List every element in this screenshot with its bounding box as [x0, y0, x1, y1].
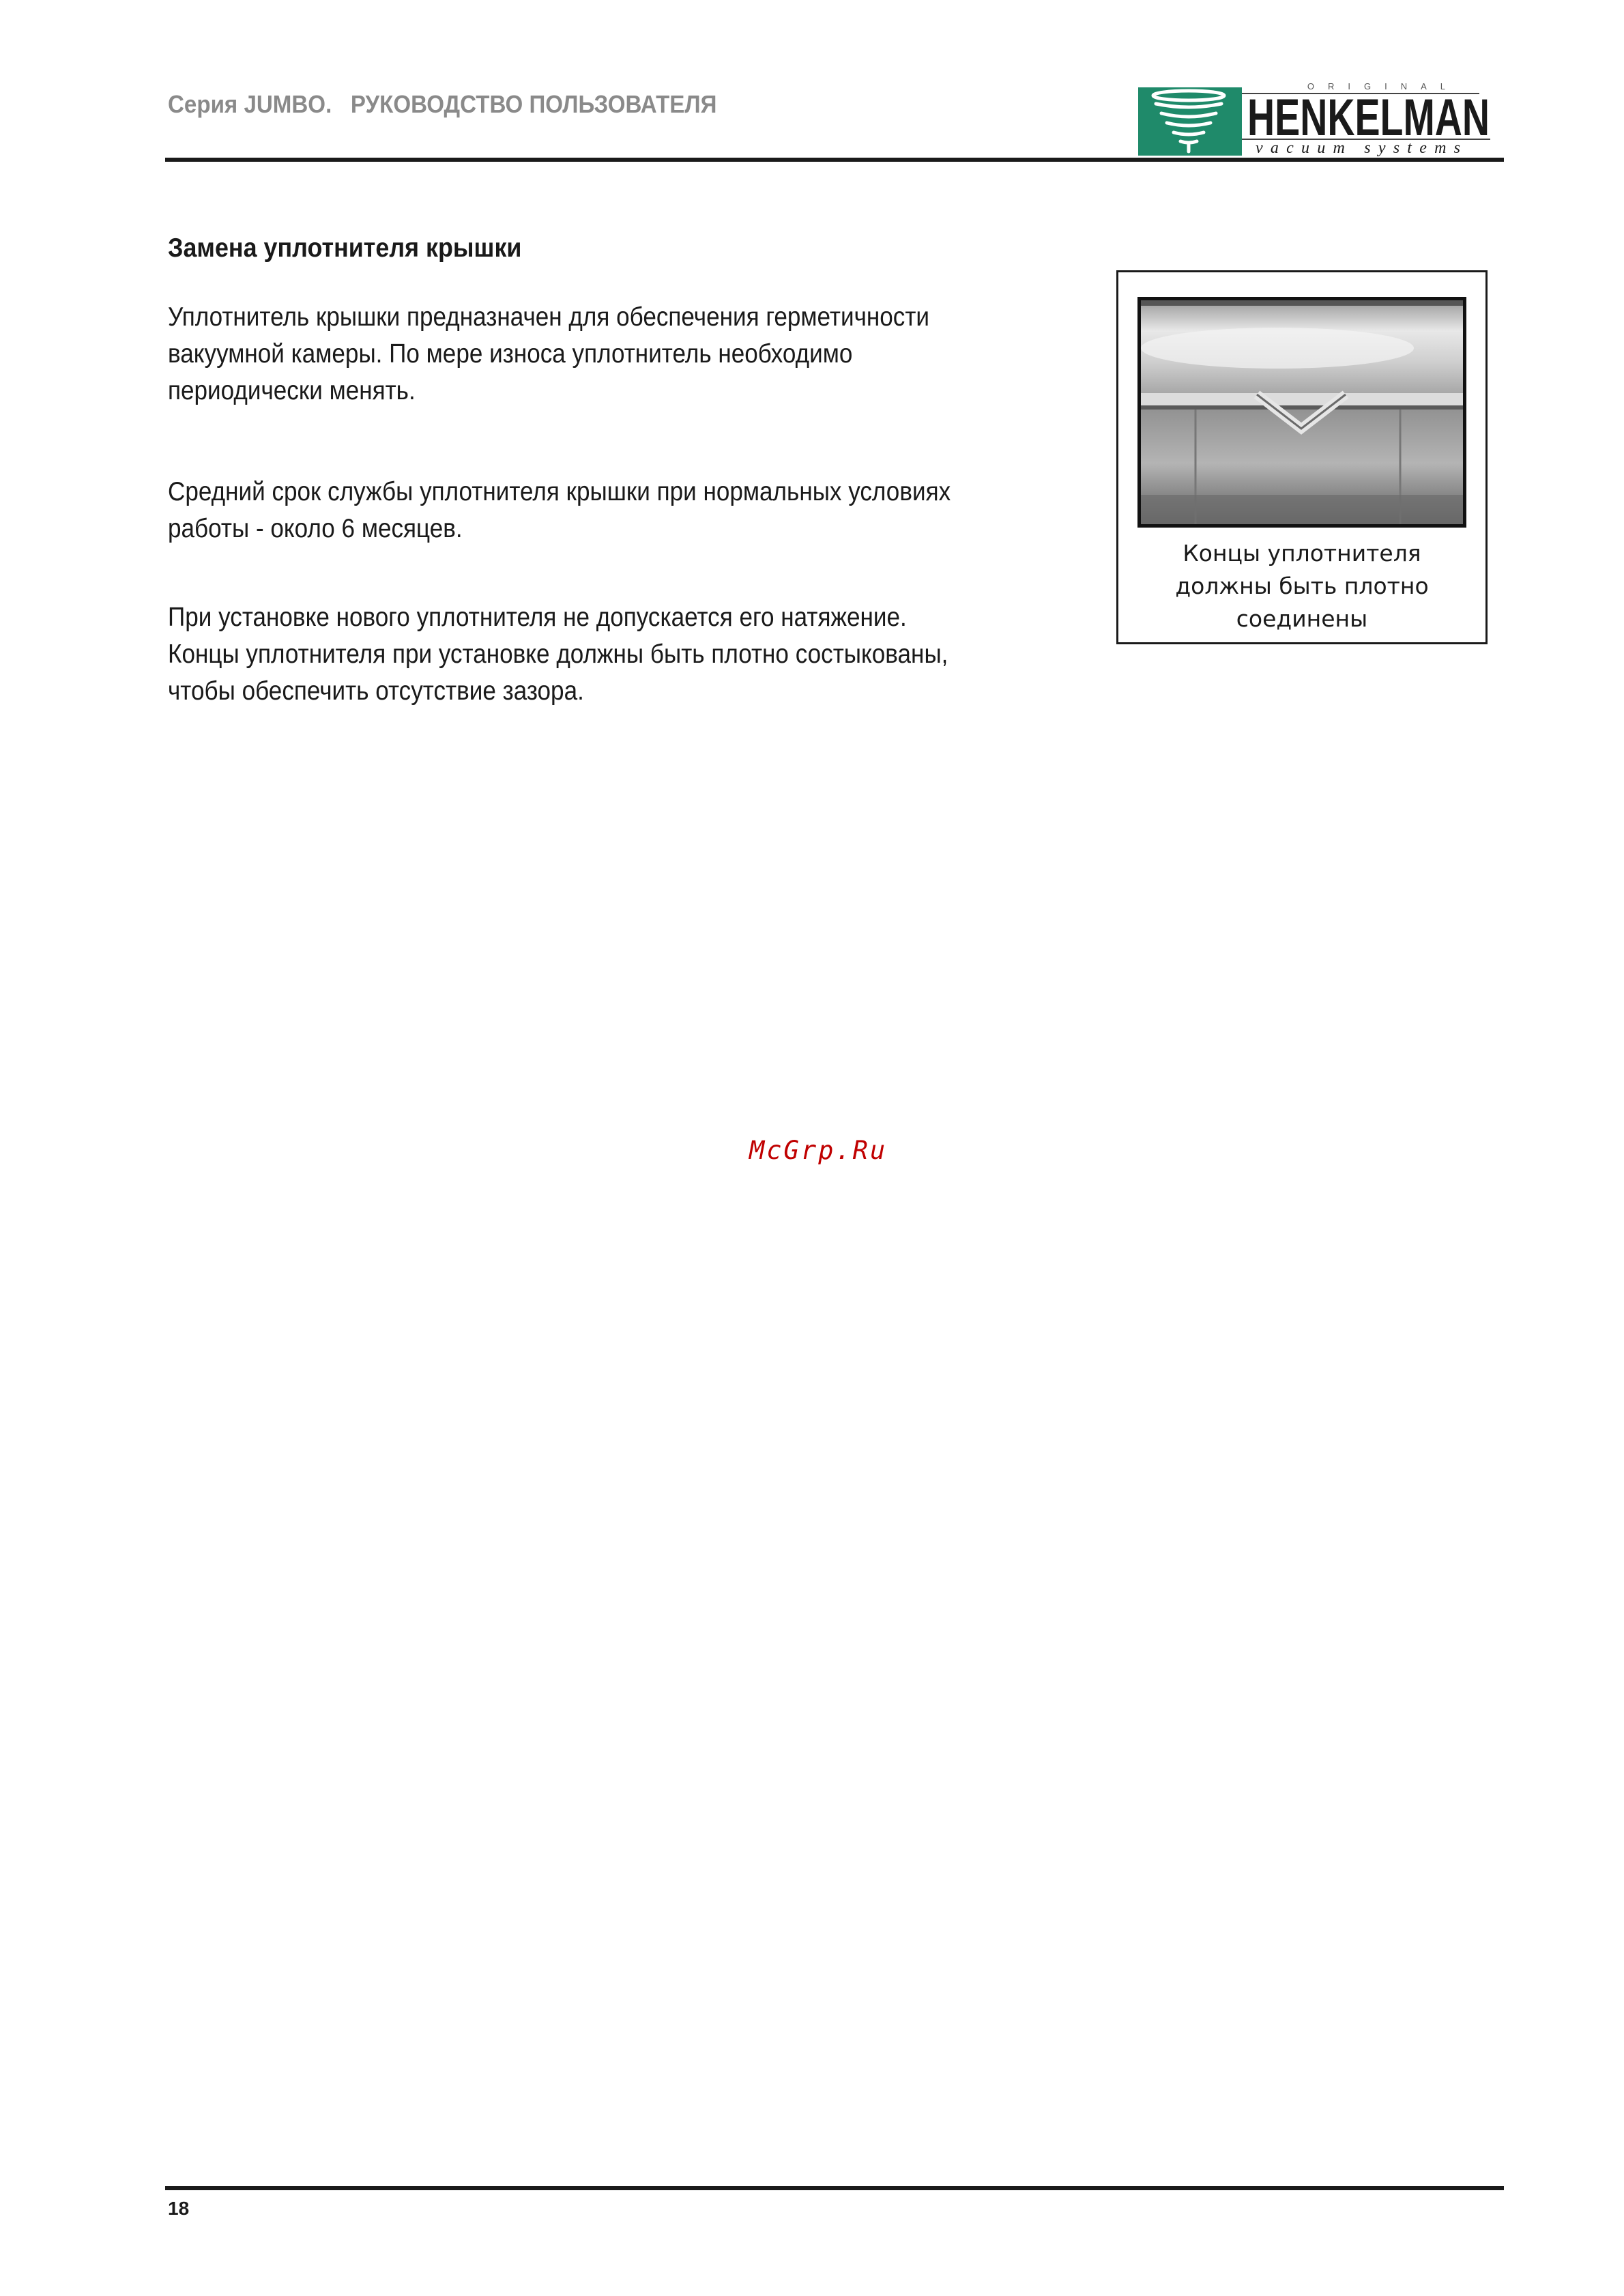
header-title: Серия JUMBO. РУКОВОДСТВО ПОЛЬЗОВАТЕЛЯ: [168, 90, 717, 118]
figure-caption: [1118, 537, 1485, 635]
paragraph-3-line: чтобы обеспечить отсутствие зазора.: [168, 676, 584, 706]
henkelman-logo: [1138, 81, 1493, 157]
figure-box: [1116, 270, 1488, 644]
seal-photo-illustration: [1141, 300, 1463, 524]
paragraph-2-line: работы - около 6 месяцев.: [168, 514, 463, 543]
seal-photo: [1137, 297, 1466, 528]
paragraph-1: [168, 299, 1077, 410]
logo-tagline-text: vacuum systems: [1256, 139, 1460, 157]
figure-caption-line: соединены: [1236, 605, 1368, 632]
figure-caption-line: должны быть плотно: [1175, 573, 1429, 599]
logo-original-text: ORIGINAL: [1307, 81, 1459, 91]
watermark: McGrp.Ru: [749, 1136, 888, 1165]
paragraph-1-line: периодически менять.: [168, 376, 416, 405]
paragraph-1-line: вакуумной камеры. По мере износа уплотнитель необходимо: [168, 339, 853, 369]
footer-divider: [165, 2186, 1504, 2190]
paragraph-3-line: При установке нового уплотнителя не допускается его натяжение.: [168, 603, 907, 632]
page-number: 18: [168, 2198, 190, 2219]
paragraph-3-line: Концы уплотнителя при установке должны быть плотно состыкованы,: [168, 640, 948, 669]
header-divider: [165, 158, 1504, 162]
paragraph-2: [168, 474, 1077, 547]
logo-brand-text: HENKELMAN: [1247, 89, 1490, 147]
paragraph-3: [168, 599, 1077, 710]
paragraph-1-line: Уплотнитель крышки предназначен для обеспечения герметичности: [168, 302, 930, 332]
section-title: Замена уплотнителя крышки: [168, 233, 522, 263]
figure-caption-line: Концы уплотнителя: [1183, 540, 1421, 566]
paragraph-2-line: Средний срок службы уплотнителя крышки при нормальных условиях: [168, 477, 951, 506]
